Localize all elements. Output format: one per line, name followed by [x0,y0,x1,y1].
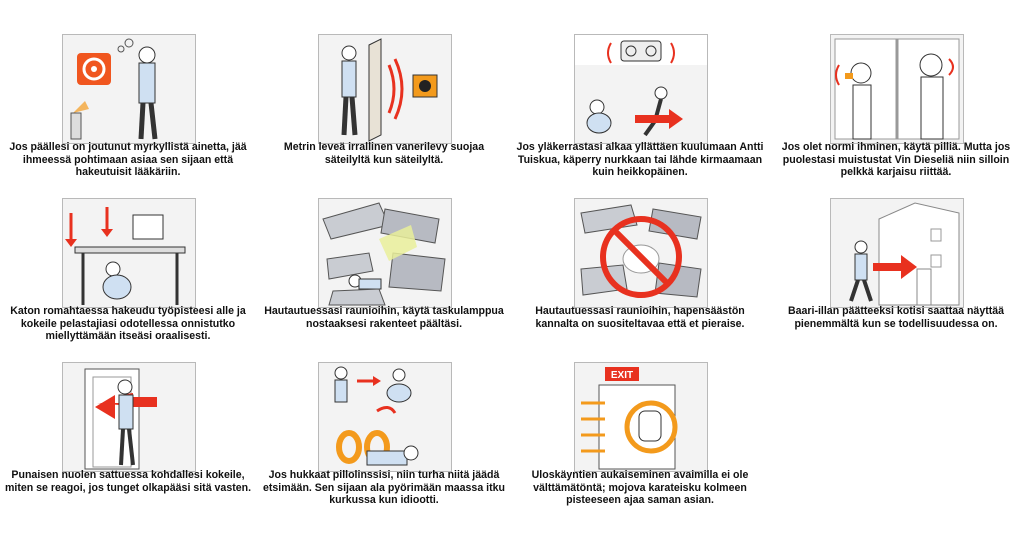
panel-stop-drop [256,356,512,533]
panel-caption: Jos olet normi ihminen, käytä pilliä. Mutta jos puolestasi muistustat Vin Dieseliä niin silloin pelkkä karjaisu riittää. [781,141,1011,178]
panel-flashlight [256,192,512,369]
panel-no-fart [512,192,768,369]
panel-caption: Katon romahtaessa hakeudu työpisteesi alle ja kokeile pelastajiasi odotellessa onnistutko miellyttämään itseäsi oraalisesti. [10,305,246,342]
exit-sign-label: EXIT [610,370,634,381]
panel-caption: Punaisen nuolen sattuessa kohdallesi kokeile, miten se reagoi, jos tunget olkapääsi sitä vasten. [4,469,252,494]
panel-radiation [256,28,512,205]
radiation-plywood-shield-icon [318,34,452,144]
panel-whistle [768,28,1024,205]
panel-toxic [0,28,256,205]
no-dust-rubble-icon [574,198,708,308]
whistle-shouting-people-icon [830,34,964,144]
flashlight-rubble-icon [318,198,452,308]
person-walking-building-icon [830,198,964,308]
stop-drop-roll-icon [318,362,452,472]
panel-exit [512,356,768,533]
panel-caption: Jos hukkaat pillolinssisi, niin turha niitä jäädä etsimään. Sen sijaan ala pyörimään maassa itku kurkussa kun idiootti. [262,469,505,506]
person-under-desk-icon [62,198,196,308]
boombox-crouching-person-icon [574,34,708,144]
panel-caption: Hautautuessasi raunioihin, hapensäästön kannalta on suositeltavaa että et pieraise. [535,305,745,330]
panel-caption: Uloskäyntien aukaiseminen avaimilla ei ole välttämätöntä; mojova karateisku kolmeen pisteeseen ajaa saman asian. [531,469,749,506]
panel-caption: Baari-illan päätteeksi kotisi saattaa näyttää pienemmältä kun se todellisuudessa on. [787,305,1005,330]
panel-caption: Jos päällesi on joutunut myrkyllistä ainetta, jää ihmeessä pohtimaan asiaa sen sijaan että hakeutuisit lääkäriin. [9,141,247,178]
panel-red-arrow [0,356,256,533]
panel-caption: Hautautuessasi raunioihin, käytä taskulamppua nostaaksesi rakenteet päältäsi. [264,305,504,330]
panel-caption: Jos yläkerrastasi alkaa yllättäen kuulumaan Antti Tuiskua, käperry nurkkaan tai lähde kirmaamaan kuin heikkopäinen. [516,141,764,178]
panel-boombox [512,28,768,205]
person-at-door-arrow-icon [62,362,196,472]
biohazard-person-icon [62,34,196,144]
exit-door-hand-push-icon [574,362,708,472]
panel-caption: Metrin leveä irrallinen vanerilevy suojaa säteilyltä kun säteilyltä. [283,141,485,166]
panel-desk [0,192,256,369]
panel-bar-home [768,192,1024,369]
